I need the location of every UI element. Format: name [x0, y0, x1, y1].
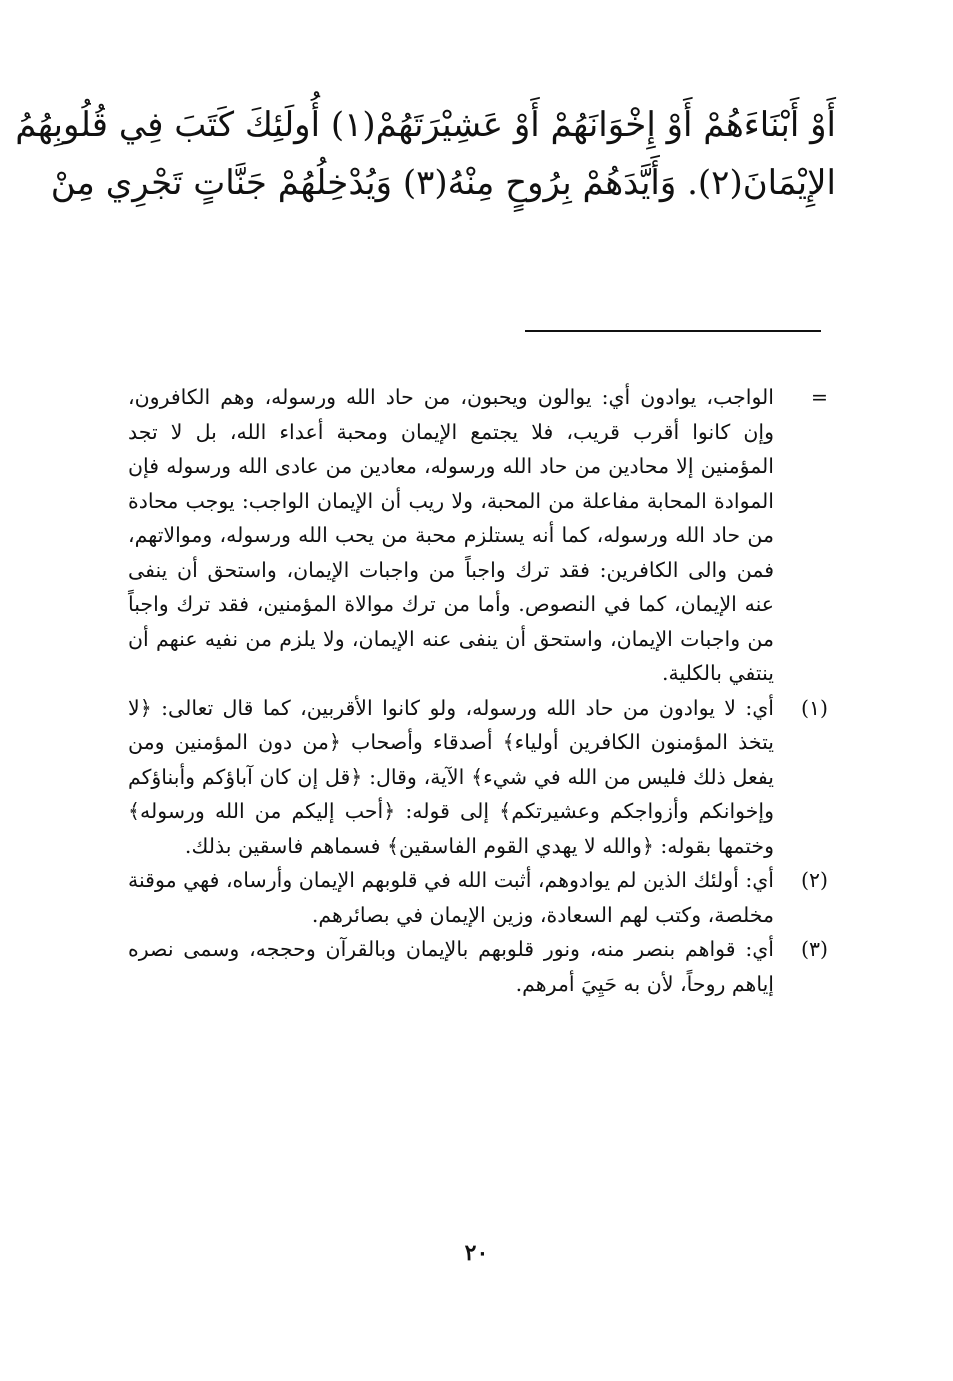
footnote-separator	[525, 330, 821, 332]
footnote-text: الواجب، يوادون أي: يوالون ويحبون، من حاد الله ورسوله، وهم الكافرون، وإن كانوا أقرب قريب، فلا يجتمع الإيمان ومحبة أعداء الله، بل لا تجد المؤمنين إلا محادين من حاد الله ورسوله، معادين من عادى الله ورسوله فإن الموادة المحابة مفاعلة من المحبة، ولا ريب أن الإيمان الواجب: يوجب محادة من حاد الله ورسوله، كما أنه يستلزم محبة من يحب الله ورسوله، وموالاتهم، فمن والى الكافرين: فقد ترك واجباً من واجبات الإيمان، واستحق أن ينفى عنه الإيمان، كما في النصوص. وأما من ترك موالاة المؤمنين، فقد ترك واجباً من واجبات الإيمان، واستحق أن ينفى عنه الإيمان، ولا يلزم من نفيه عنهم أن ينتفي بالكلية.	[128, 385, 774, 685]
footnote-1	[128, 691, 828, 864]
footnote-marker: (٣)	[800, 937, 828, 961]
quran-verse-block	[15, 96, 836, 212]
footnote-marker: (١)	[800, 695, 828, 720]
footnote-marker: =	[810, 385, 828, 409]
footnotes	[128, 380, 828, 1001]
verse-line: أَوْ أَبْنَاءَهُمْ أَوْ إِخْوَانَهُمْ أَوْ عَشِيْرَتَهُمْ(١) أُولَئِكَ كَتَبَ فِي قُلُوبِهُمُ	[15, 105, 836, 145]
verse-line: الإِيْمَانَ(٢). وَأَيَّدَهُمْ بِرُوحٍ مِنْهُ(٣) وَيُدْخِلُهُمْ جَنَّاتٍ تَجْرِي مِنْ	[50, 163, 836, 203]
footnote-3	[128, 932, 828, 1001]
footnote-text: أي: قواهم بنصر منه، ونور قلوبهم بالإيمان وبالقرآن وحججه، وسمى نصره إياهم روحاً، لأن به حَيِيَ أمرهم.	[128, 937, 774, 996]
footnote-2	[128, 863, 828, 932]
footnote-continued	[128, 380, 828, 691]
footnote-text: أي: لا يوادون من حاد الله ورسوله، ولو كانوا الأقربين، كما قال تعالى: ﴿لا يتخذ المؤمنون الكافرين أولياء﴾ أصدقاء وأصحاب ﴿من دون المؤمنين ومن يفعل ذلك فليس من الله في شيء﴾ الآية، وقال: ﴿قل إن كان آباؤكم وأبناؤكم وإخوانكم وأزواجكم وعشيرتكم﴾ إلى قوله: ﴿أحب إليكم من الله ورسوله﴾ وختمها بقوله: ﴿والله لا يهدي القوم الفاسقين﴾ فسماهم فاسقين بذلك.	[128, 695, 774, 858]
footnote-marker: (٢)	[800, 868, 828, 892]
footnote-text: أي: أولئك الذين لم يوادوهم، أثبت الله في قلوبهم الإيمان وأرساه، فهي موقنة مخلصة، وكتب لهم السعادة، وزين الإيمان في بصائرهم.	[128, 868, 774, 927]
page-number: ٢٠	[464, 1240, 489, 1266]
